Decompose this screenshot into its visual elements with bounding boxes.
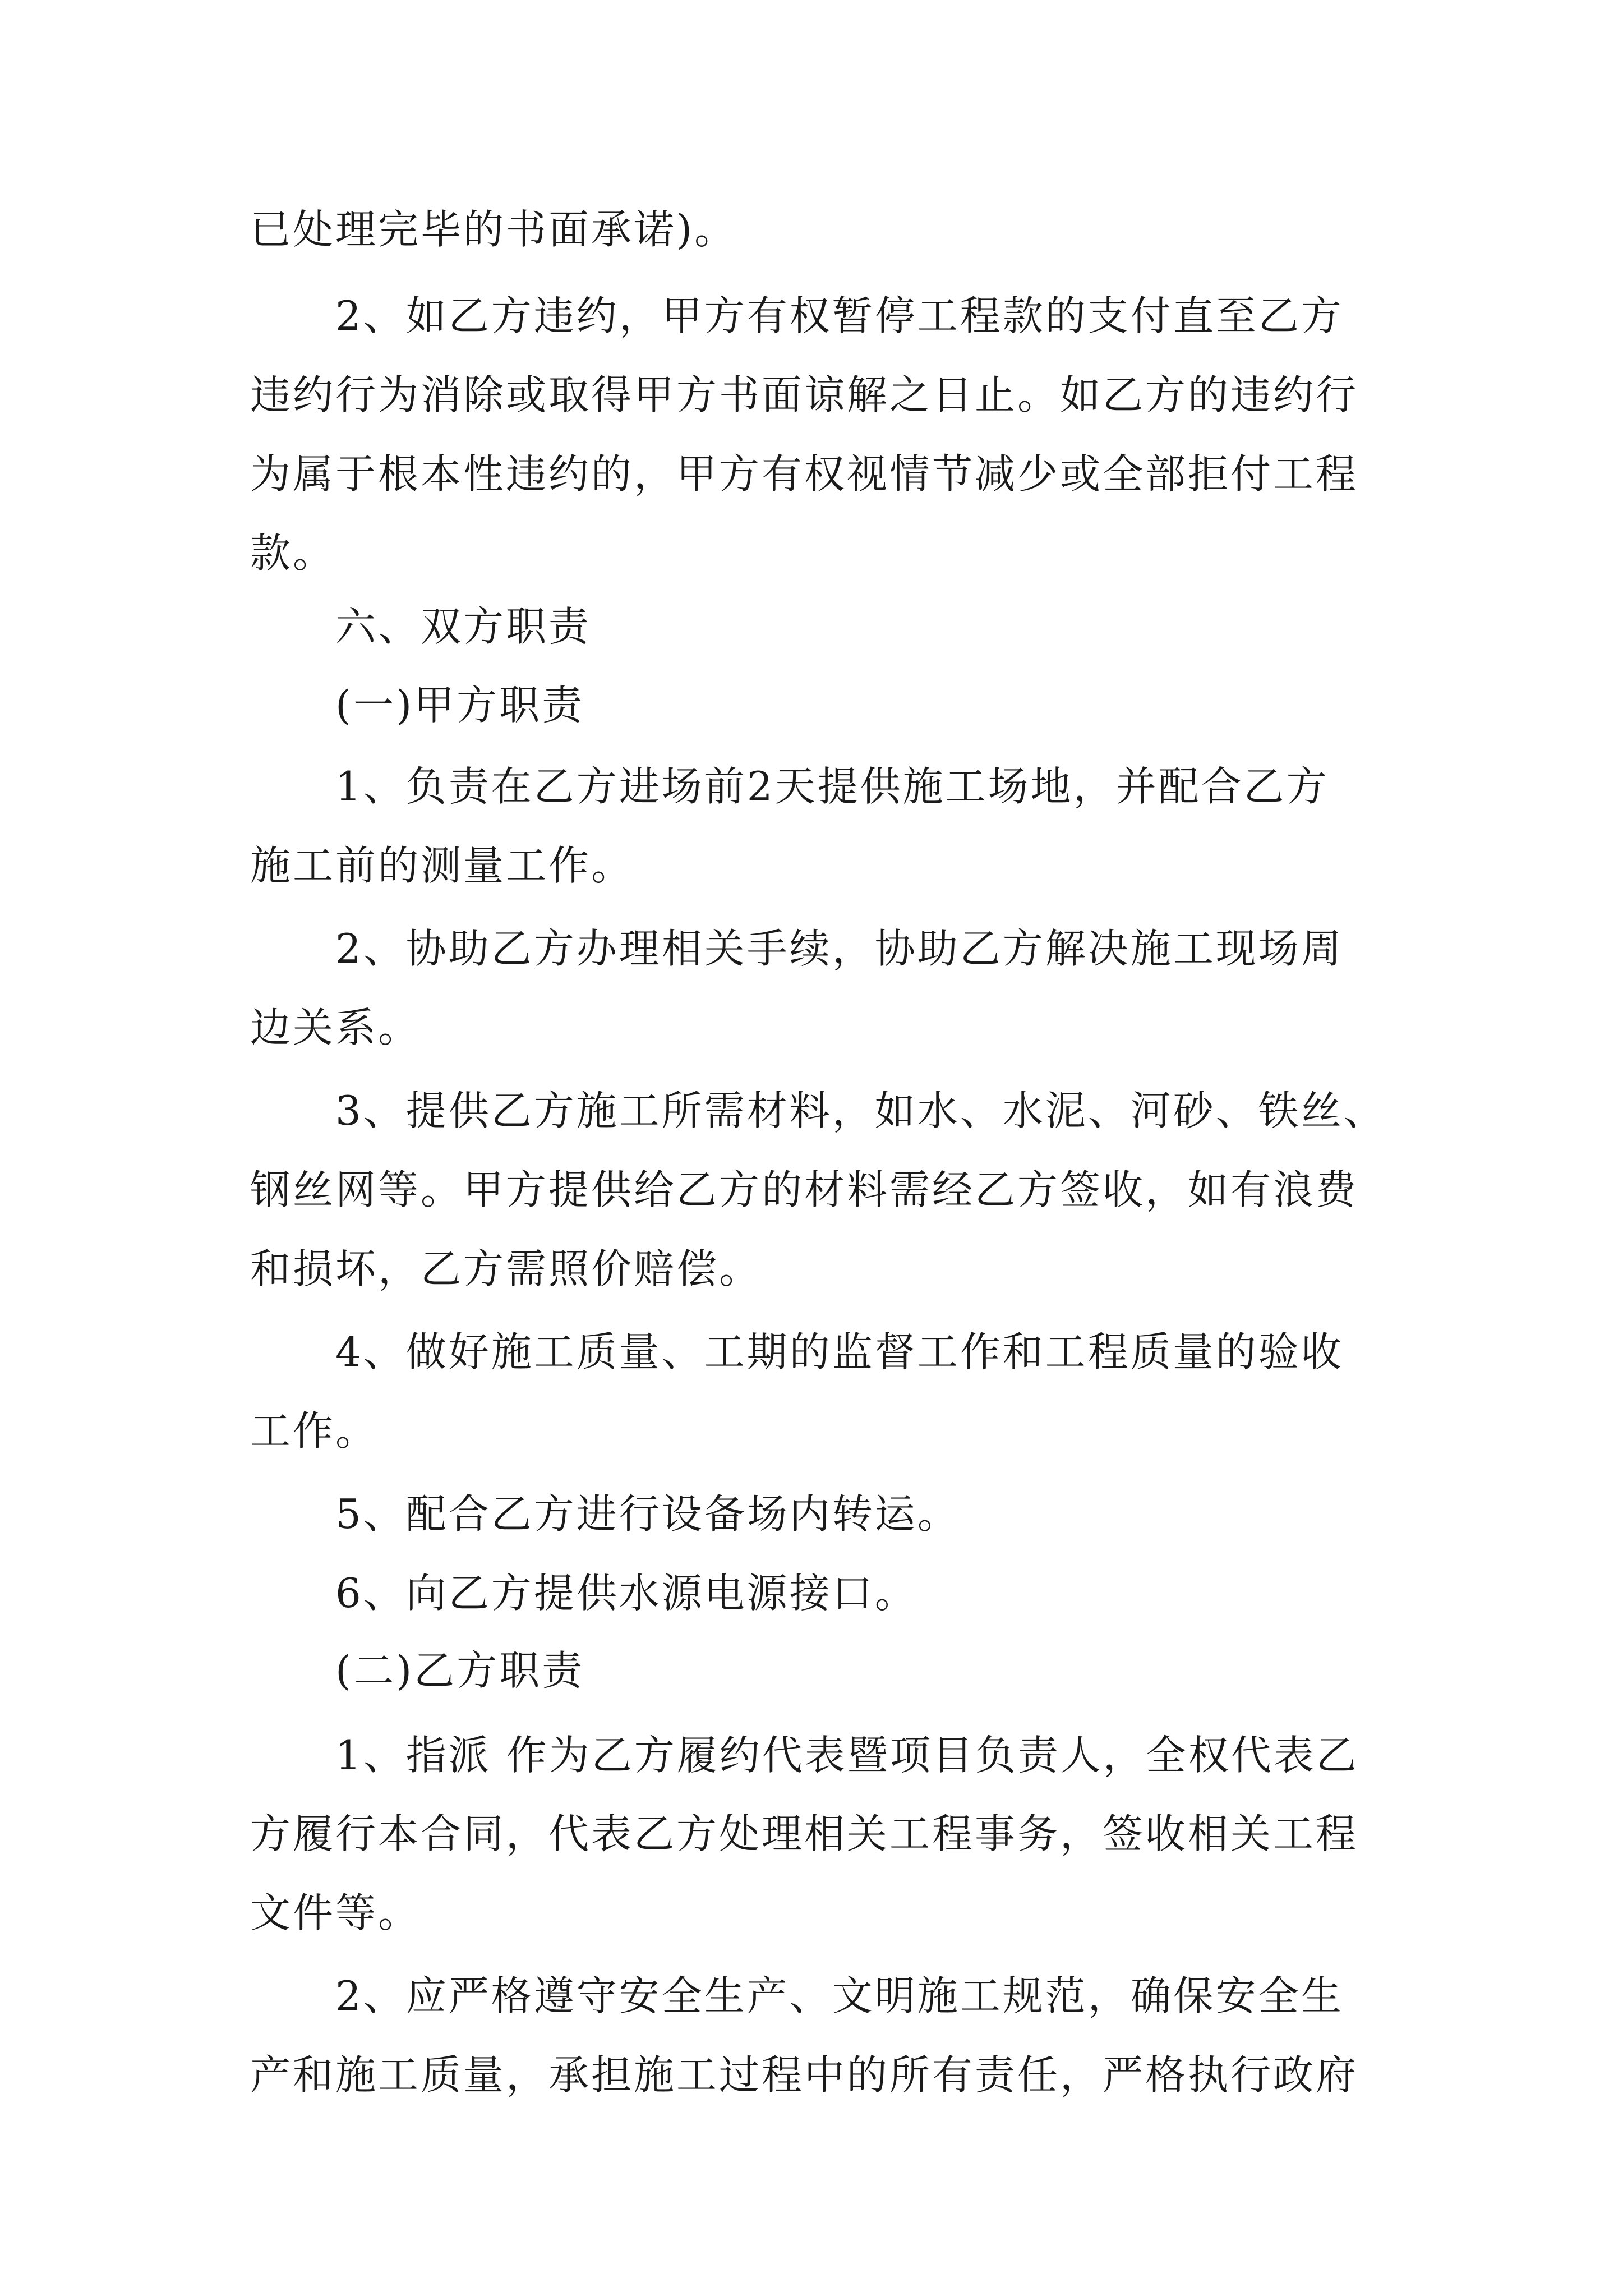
text-line: 边关系。 — [250, 1004, 421, 1051]
text-line: 施工前的测量工作。 — [250, 842, 634, 889]
text-line: 1、负责在乙方进场前2天提供施工场地，并配合乙方 — [335, 763, 1329, 810]
text-line: 1、指派 作为乙方履约代表暨项目负责人，全权代表乙 — [335, 1732, 1359, 1779]
text-line: 钢丝网等。甲方提供给乙方的材料需经乙方签收，如有浪费 — [250, 1166, 1359, 1213]
text-line: 3、提供乙方施工所需材料，如水、水泥、河砂、铁丝、 — [335, 1087, 1386, 1134]
text-line: 2、如乙方违约，甲方有权暂停工程款的支付直至乙方 — [335, 292, 1344, 339]
text-line: 产和施工质量，承担施工过程中的所有责任，严格执行政府 — [250, 2051, 1359, 2099]
text-line: 工作。 — [250, 1407, 379, 1455]
section-heading: 六、双方职责 — [335, 603, 592, 650]
text-line: 为属于根本性违约的，甲方有权视情节减少或全部拒付工程 — [250, 450, 1359, 498]
text-line: 文件等。 — [250, 1889, 421, 1936]
text-line: 5、配合乙方进行设备场内转运。 — [335, 1490, 960, 1538]
text-line: 2、协助乙方办理相关手续，协助乙方解决施工现场周 — [335, 925, 1344, 972]
text-line: 6、向乙方提供水源电源接口。 — [335, 1570, 917, 1617]
text-line: 2、应严格遵守安全生产、文明施工规范，确保安全生 — [335, 1972, 1344, 2019]
text-line: 和损坏，乙方需照价赔偿。 — [250, 1245, 762, 1292]
text-line: 方履行本合同，代表乙方处理相关工程事务，签收相关工程 — [250, 1810, 1359, 1857]
subsection-heading: (二)乙方职责 — [335, 1647, 585, 1694]
text-line: 款。 — [250, 530, 336, 577]
text-line: 4、做好施工质量、工期的监督工作和工程质量的验收 — [335, 1328, 1344, 1375]
text-line: 违约行为消除或取得甲方书面谅解之日止。如乙方的违约行 — [250, 371, 1359, 418]
subsection-heading: (一)甲方职责 — [335, 682, 585, 729]
text-line: 已处理完毕的书面承诺)。 — [250, 206, 737, 253]
